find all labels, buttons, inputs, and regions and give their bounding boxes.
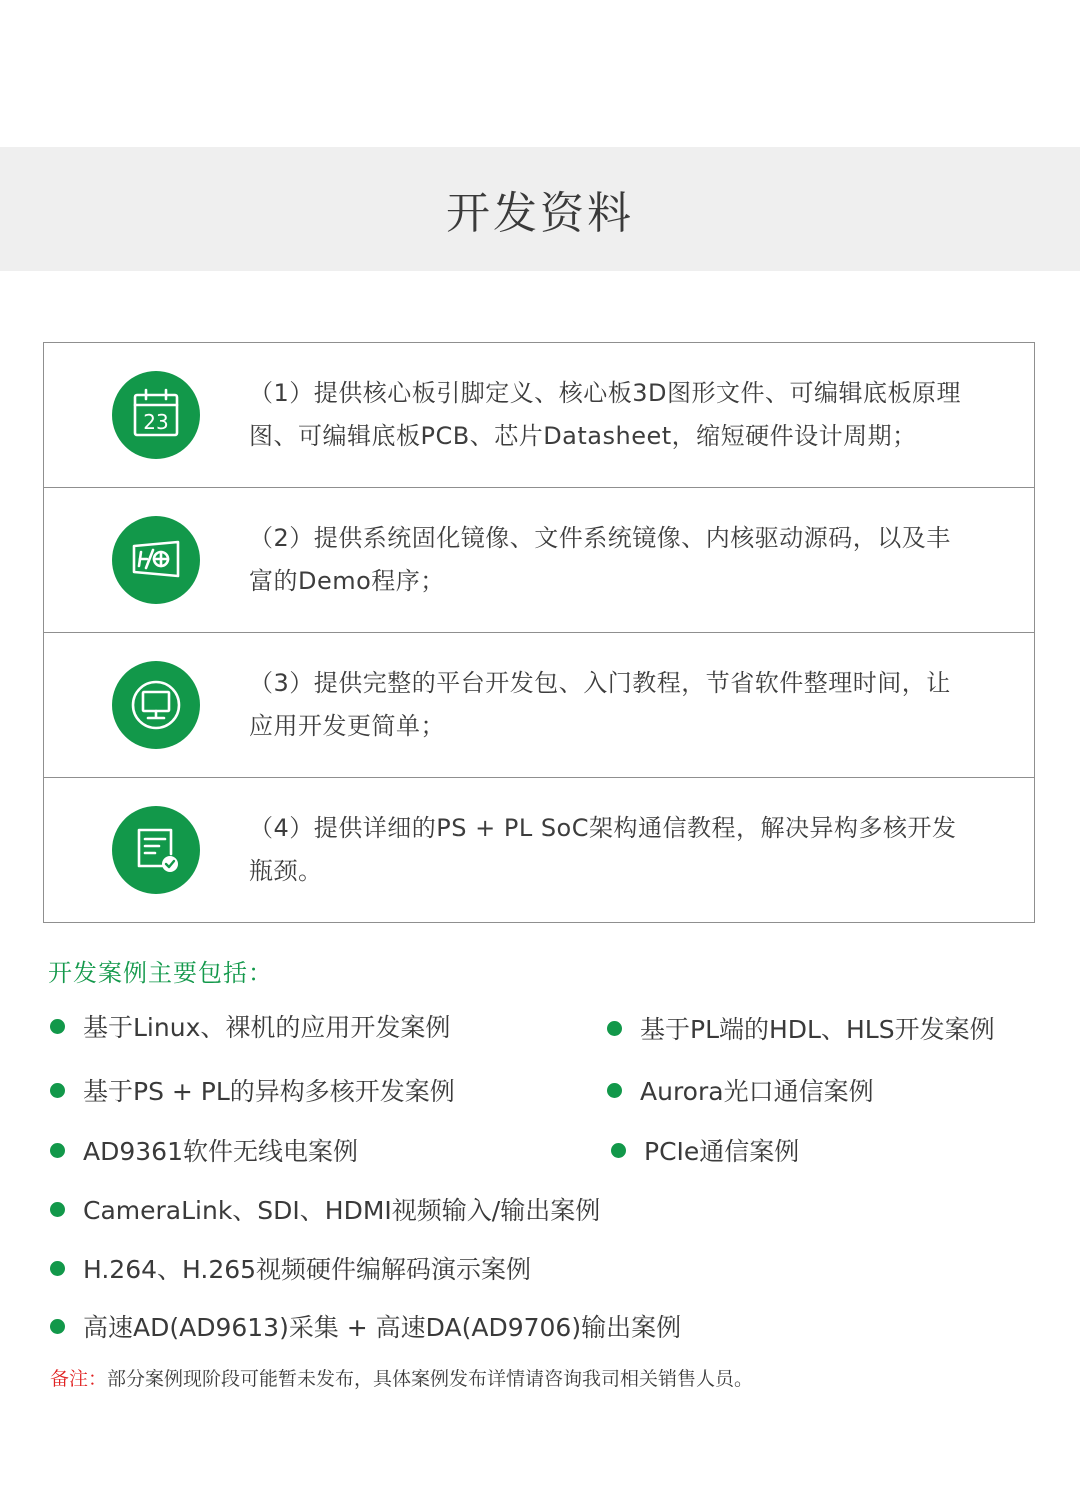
bullet-icon [611,1143,626,1158]
page-title: 开发资料 [446,188,634,239]
case-label: 高速AD(AD9613)采集 + 高速DA(AD9706)输出案例 [83,1313,682,1342]
case-item [611,1132,799,1168]
hardware-design-icon [112,516,200,604]
feature-description: （2）提供系统固化镜像、文件系统镜像、内核驱动源码，以及丰富的Demo程序； [249,524,951,595]
note-label: 备注： [50,1368,108,1390]
feature-text [249,488,974,632]
case-item [50,1191,600,1227]
case-label: 基于PS + PL的异构多核开发案例 [83,1077,455,1106]
bullet-icon [50,1019,65,1034]
bullet-icon [50,1319,65,1334]
case-label: 基于Linux、裸机的应用开发案例 [83,1013,451,1042]
feature-description: （1）提供核心板引脚定义、核心板3D图形文件、可编辑底板原理图、可编辑底板PCB、芯片Datasheet，缩短硬件设计周期； [249,379,962,450]
feature-row [44,777,1034,922]
note-text: 部分案例现阶段可能暂未发布，具体案例发布详情请咨询我司相关销售人员。 [107,1368,754,1390]
case-item [50,1072,455,1108]
case-label: Aurora光口通信案例 [640,1077,874,1106]
calendar-icon [112,371,200,459]
case-label: 基于PL端的HDL、HLS开发案例 [640,1015,995,1044]
monitor-icon [112,661,200,749]
feature-description: （3）提供完整的平台开发包、入门教程，节省软件整理时间，让应用开发更简单； [249,669,951,740]
feature-row [44,343,1034,487]
feature-text [249,343,974,487]
note [50,1364,753,1391]
bullet-icon [50,1143,65,1158]
feature-description: （4）提供详细的PS + PL SoC架构通信教程，解决异构多核开发瓶颈。 [249,814,957,885]
document-check-icon [112,806,200,894]
bullet-icon [50,1261,65,1276]
feature-row [44,487,1034,632]
bullet-icon [607,1083,622,1098]
feature-table [43,342,1035,923]
case-label: CameraLink、SDI、HDMI视频输入/输出案例 [83,1196,601,1225]
case-item [607,1010,995,1046]
case-item [50,1008,450,1044]
case-item [50,1250,531,1286]
feature-text [249,778,974,922]
bullet-icon [50,1202,65,1217]
feature-row [44,632,1034,777]
bullet-icon [50,1083,65,1098]
bullet-icon [607,1021,622,1036]
case-label: H.264、H.265视频硬件编解码演示案例 [83,1255,532,1284]
case-item [50,1308,681,1344]
title-band [0,147,1080,271]
cases-heading: 开发案例主要包括： [48,959,273,987]
case-label: AD9361软件无线电案例 [83,1137,358,1166]
feature-text [249,633,974,777]
case-label: PCIe通信案例 [644,1137,800,1166]
calendar-number: 23 [143,410,169,434]
case-item [50,1132,358,1168]
case-item [607,1072,874,1108]
